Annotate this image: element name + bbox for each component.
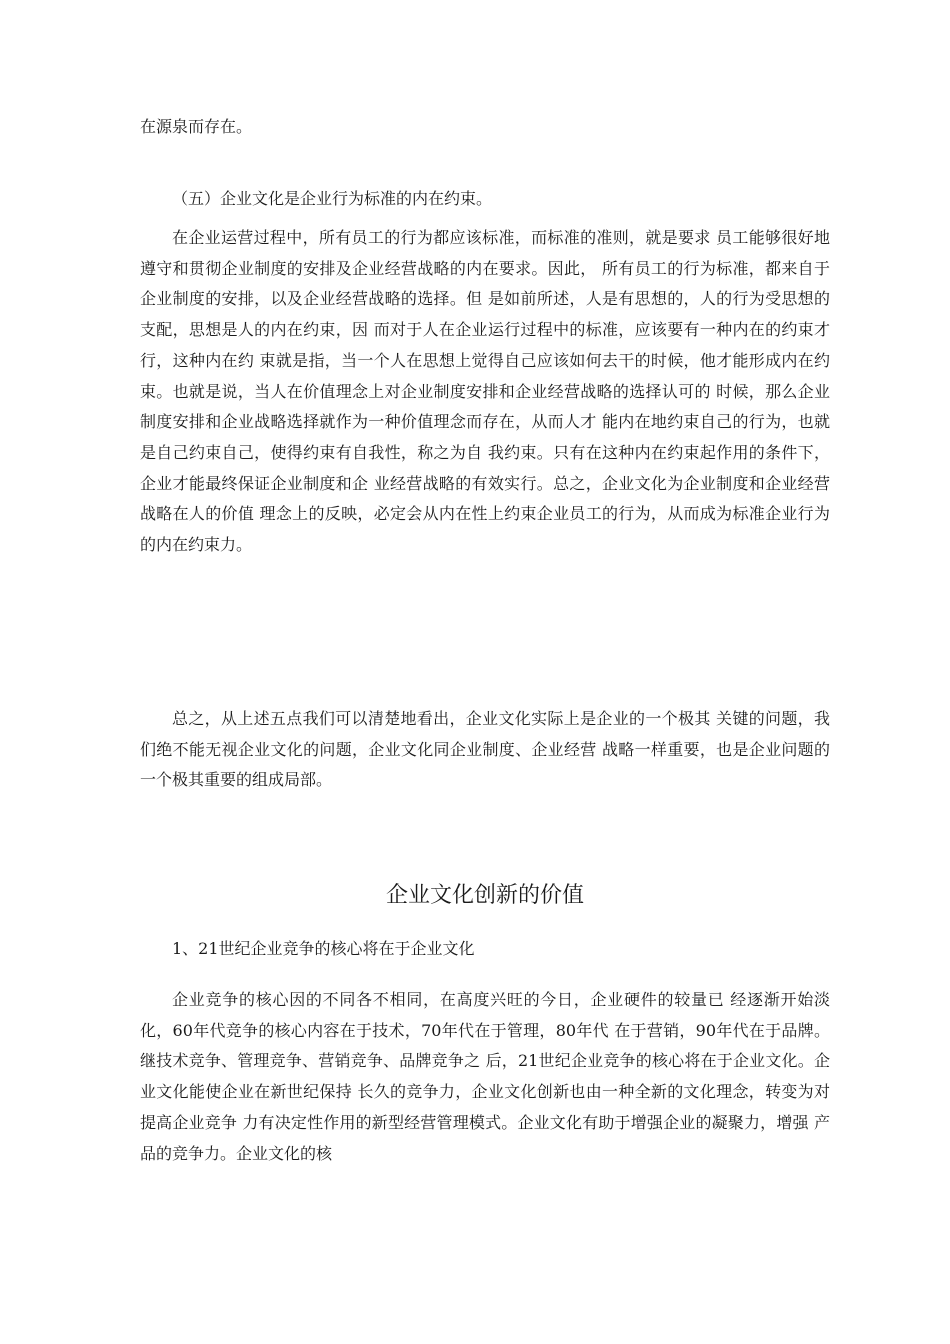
subsection-title-one: 1、21世纪企业竞争的核心将在于企业文化	[172, 939, 475, 958]
paragraph-summary: 总之，从上述五点我们可以清楚地看出，企业文化实际上是企业的一个极其 关键的问题，我们绝不能无视企业文化的问题，企业文化同企业制度、企业经营 战略一样重要，也是企业问题的一个极其重要的组成局部。	[140, 709, 830, 790]
paragraph-behavior-constraint: 在企业运营过程中，所有员工的行为都应该标准，而标准的准则，就是要求 员工能够很好地遵守和贯彻企业制度的安排及企业经营战略的内在要求。因此， 所有员工的行为标准，都来自于企业制度的安排，以及企业经营战略的选择。但 是如前所述，人是有思想的，人的行为受思想的支配，思想是人的内在约束，因 而对于人在企业运行过程中的标准，应该要有一种内在的约束才行，这种内在约 束就是指，当一个人在思想上觉得自己应该如何去干的时候，他才能形成内在约 束。也就是说，当人在价值理念上对企业制度安排和企业经营战略的选择认可的 时候，那么企业制度安排和企业战略选择就作为一种价值理念而存在，从而人才 能内在地约束自己的行为，也就是自己约束自己，使得约束有自我性，称之为自 我约束。只有在这种内在约束起作用的条件下，企业才能最终保证企业制度和企 业经营战略的有效实行。总之，企业文化为企业制度和企业经营战略在人的价值 理念上的反映，必定会从内在性上约束企业员工的行为，从而成为标准企业行为 的内在约束力。	[140, 228, 830, 555]
subsection-title-five: （五）企业文化是企业行为标准的内在约束。	[172, 189, 493, 208]
paragraph-competition-core: 企业竞争的核心因的不同各不相同，在高度兴旺的今日，企业硬件的较量已 经逐渐开始淡化，60年代竞争的核心内容在于技术，70年代在于管理，80年代 在于营销，90年代在于品牌。继技术竞争、管理竞争、营销竞争、品牌竞争之 后，21世纪企业竞争的核心将在于企业文化。企业文化能使企业在新世纪保持 长久的竞争力，企业文化创新也由一种全新的文化理念，转变为对提高企业竞争 力有决定性作用的新型经营管理模式。企业文化有助于增强企业的凝聚力，增强 产品的竞争力。企业文化的核	[140, 990, 830, 1163]
section-heading: 企业文化创新的价值	[385, 883, 584, 908]
paragraph-continuation: 在源泉而存在。	[140, 117, 253, 136]
